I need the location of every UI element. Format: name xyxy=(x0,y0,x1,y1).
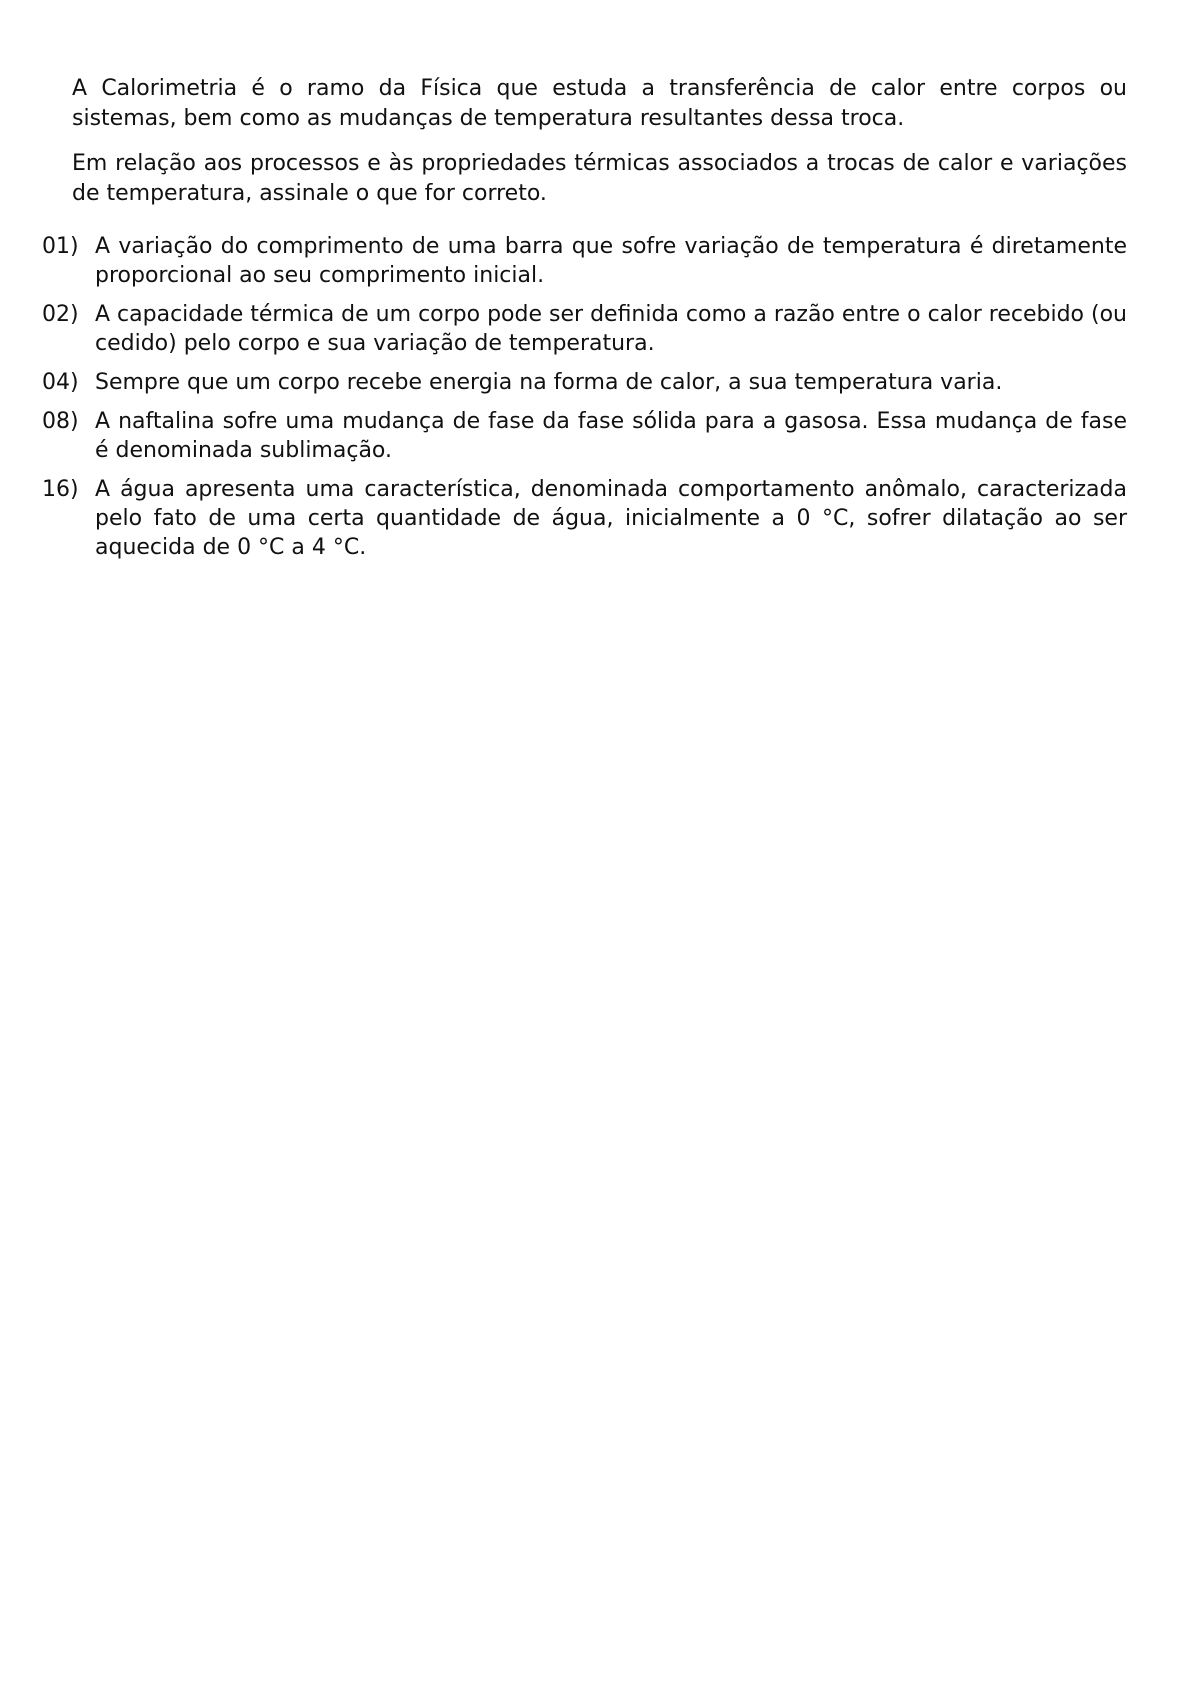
question-prompt: Em relação aos processos e às propriedades térmicas associados a trocas de calor e variações de temperatura, assinale o que for correto. xyxy=(72,151,1127,206)
answer-option-01 xyxy=(42,232,1127,290)
option-number: 08) xyxy=(42,409,79,434)
answer-option-04 xyxy=(42,368,1127,397)
option-number: 02) xyxy=(42,302,79,327)
option-text: A água apresenta uma característica, denominada comportamento anômalo, caracterizada pelo fato de uma certa quantidade de água, inicialmente a 0 °C, sofrer dilatação ao ser aquecida de 0 °C a 4 °C. xyxy=(95,477,1127,560)
intro-paragraph: A Calorimetria é o ramo da Física que estuda a transferência de calor entre corpos ou sistemas, bem como as mudanças de temperatura resultantes dessa troca. xyxy=(72,76,1127,131)
option-text: A capacidade térmica de um corpo pode ser definida como a razão entre o calor recebido (ou cedido) pelo corpo e sua variação de temperatura. xyxy=(95,302,1127,356)
answer-options-list xyxy=(42,232,1127,572)
answer-option-16 xyxy=(42,475,1127,562)
option-text: A variação do comprimento de uma barra que sofre variação de temperatura é diretamente proporcional ao seu comprimento inicial. xyxy=(95,234,1127,288)
answer-option-08 xyxy=(42,407,1127,465)
option-text: Sempre que um corpo recebe energia na forma de calor, a sua temperatura varia. xyxy=(95,370,1003,395)
option-number: 04) xyxy=(42,370,79,395)
option-number: 01) xyxy=(42,234,79,259)
option-text: A naftalina sofre uma mudança de fase da fase sólida para a gasosa. Essa mudança de fase é denominada sublimação. xyxy=(95,409,1127,463)
option-number: 16) xyxy=(42,477,79,502)
answer-option-02 xyxy=(42,300,1127,358)
